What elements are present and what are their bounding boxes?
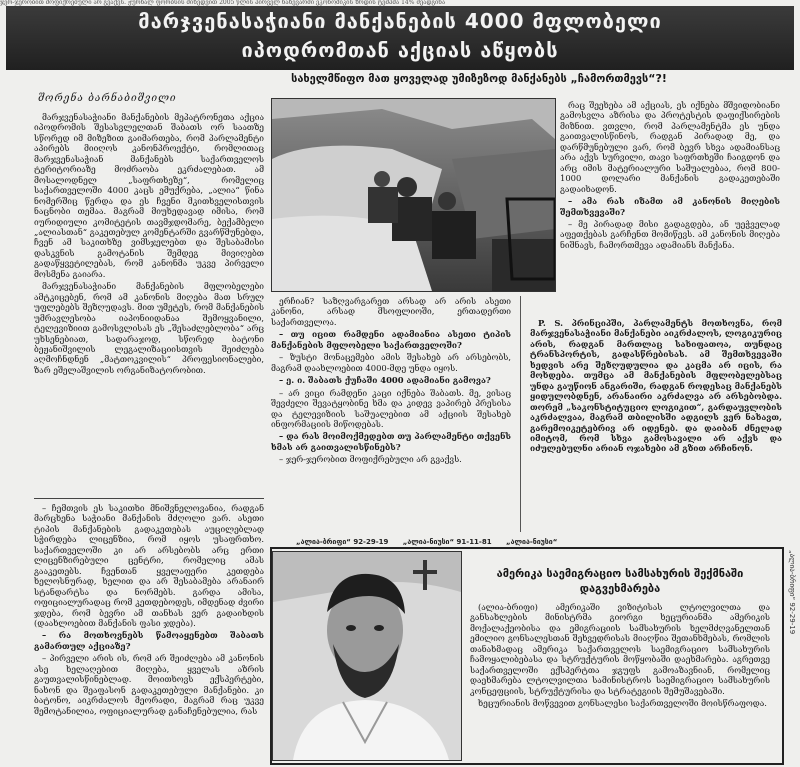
- paragraph: – ამა რას იზამთ ამ კანონის მიღების შემთხვევაში?: [560, 196, 780, 217]
- paragraph: ერჩიან? საზღვარგარეთ არსად არ არის ასეთი კანონი, არსად მსოფლიოში, ერთადერთი საქართველოა.: [271, 296, 511, 327]
- paragraph: – ე. ი. შაბათს ქუჩაში 4000 ადამიანი გამოვა?: [279, 375, 491, 386]
- dateline-item: „ალია-ბრიფი“ 92-29-19: [296, 538, 389, 546]
- paragraph: – მე პირადად მისი გადაგდება, ან უეჭველად აფეთქებას გარჩენთ მომიწევს. ამ კანონის მიღება ნიშნავს, ჩამორთმევა ადამიანს მანქანა.: [560, 218, 780, 250]
- side-dateline: „ალია-ბრიფი“ 92-29-19: [788, 550, 796, 635]
- article-2-title: ამერიკა საემიგრაციო სამსახურის შექმნაში დაგვეხმარება: [496, 567, 744, 595]
- column-divider: [520, 296, 521, 532]
- article-column-2: [271, 296, 511, 532]
- paragraph: – ზუსტი მონაცემები ამის შესახებ არ არსებობს, მაგრამ დაახლოებით 4000-მდე უნდა იყოს.: [271, 352, 511, 373]
- ps-paragraph: [530, 318, 782, 532]
- paragraph: – ჩემთვის ეს საკითხი მნიშვნელოვანია, რადგან მარცხენა საჭიანი მანქანის მძღოლი ვარ. ასეთი ტიპის მანქანების გადაკეთებას აუცილებლად სჭირდება ლიცენზია, რომ იყოს უსაფრთხო. საქართველოში კი არ არსებობს არც ერთი ლიცენზირებული ცენტრი, რომელიც ამას გააკეთებს. ჩვენთან ყველაფერი კეთდება ხელოსნურად, ხელით და არ შესაბამება არანაირ სტანდარტსა და ნორმებს. გარდა ამისა, ოფიციალურადაც რომ კეთდებოდეს, იმდენად ძვირი ჯდება, რომ ბევრი ამ თანხას ვერ გადაიხდის (დაახლოებით მანქანის ფასი ჯდება).: [34, 503, 264, 628]
- paragraph: მარჯვენასაჭიანი მანქანების მფლობელები ამტკიცებენ, რომ ამ კანონის მიღება მათ სრულ უფლებებს შეზღუდავს. მით უმეტეს, რომ მანქანების უმრავლესობა იაპონიიდანაა შემოყვანილი, ტელევიზიით გამოსვლისას ეს „შესაძლებლობა“ არც უხსენებიათ, სადარაჯოდ, სწორედ ბატონი ბეჟანიშვილის ლეგალიზაციისთვის შეიძლება აღმოჩნდნენ „მატთოკვილის“ პროფესიონალები, ზარ ეშელაშვილის ორგანიზატორობით.: [34, 281, 264, 375]
- dateline-strip: [290, 537, 770, 547]
- article-column-1-interview: [34, 503, 264, 765]
- article-column-1: [34, 112, 264, 495]
- paragraph: ხეცურიანის მოწვევით გონსალესი საქართველოში მოისწრაფოდა.: [478, 698, 767, 709]
- protest-cars-photo: [271, 98, 556, 292]
- portrait-image-icon: [273, 552, 461, 760]
- article-column-3: [560, 100, 780, 308]
- portrait-photo: [272, 551, 462, 761]
- subheadline: სახელმწიფო მათ ყოველად უმიზეზოდ მანქანებს „ჩამორთმევს“?!: [291, 72, 667, 85]
- paragraph: – ჯერ-ჯერობით მოფიქრებული არ გვაქვს.: [279, 454, 462, 465]
- top-strip-text: ჯერ-ჯერობით მოფიქრებული არ გვაქვს. ჟურნალ ფორბსის მიხედვით 2005 წლის პირველ ნახევარში ეკონომიკის ზრდის ტემპმა 14% შეადგინა: [0, 0, 446, 6]
- paragraph: რაც შეეხება ამ აქციას, ეს იქნება მშვიდობიანი გამოსვლა აზრისა და პროტესტის დაფიქსირების მიზნით. ვთვლი, რომ პარლამენტმა ეს უნდა გაითვალისწინოს, რადგან პირადად მე, და დარწმუნებული ვარ, რომ ბევრ სხვა ადამიანსაც არა აქვს სურვილი, თავი საფრთხეში ჩაიგდონ და არც იმის მატერიალური საშუალებაა, რომ 800-1000 დოლარი მანქანის გადაკეთებაში გადაიხადონ.: [560, 100, 780, 194]
- paragraph: მარჯვენასაჭიანი მანქანების მეპატრონეთა აქცია იპოდრომის შესასვლელთან შაბათს ორ საათზე სწორედ იმ მიზეზით გაიმართება, რომ პარლამენტი აპირებს მიიღოს კანონპროექტი, რომლითაც მარჯვენასაჭიან მანქანებს საქართველოს ტერიტორიაზე მოძრაობა ეკრძალებათ. ამ მოსალოდნელ „საფრთხეზე“, რომელიც საქართველოში 4000 კაცს ემუქრება, „ალია“ წინა ნომერშიც წერდა და ეს ჩვენი მკითხველისთვის ნაცნობი თემაა. მაგრამ მიუხედავად იმისა, რომ იურიდიული კომიტეტის თავმჯდომარე, ბექამბელი „ალიასთან“ გაკეთებულ კომენტარში გვარწმუნებდა, ჩვენ ამ საკითხზე ვიმსჯელებთ და შესაბამისი დასკვნის გამოტანის შემდეგ მივიღებთ გადაწყვეტილებას, რომ კანონმა უკვე პირველი მოსმენა გაიარა.: [34, 112, 264, 279]
- paragraph: (ალია-ბრიფი) ამერიკაში ვიზიტისას ლტოლვილთა და განსახლების მინისტრმა გიორგი ხეცურიანმა ამერიკის მოქალაქეობისა და ემიგრაციის სამსახურის ხელმძღვანელთან ემილიო გონსალესთან შეხვედრისას მიაღწია შეთანხმებას, რომლის თანახმადაც ამერიკა საქართველოს საემიგრაციო სამსახურის ჩამოყალიბებასა და სტრუქტურის მოწყობაში დაეხმარება. აგრეთვე საქართველოში ექსპერტთა ჯგუფს გამოაზავნიან, რომელიც დაეხმარება ლტოლვილთა სამინისტროს საემიგრაციო სამსახურის კონცეფციის, სტრუქტურისა და სტრატეგიის შემუშავებაში.: [470, 602, 770, 696]
- column-divider: [34, 498, 264, 499]
- cars-image-icon: [272, 99, 555, 291]
- headline-line-1: მარჯვენასაჭიანი მანქანების 4000 მფლობელი: [138, 9, 662, 33]
- headline-banner: [6, 6, 794, 70]
- dateline-item: „ალია-ნიუსი“ 91-11-81: [402, 538, 492, 546]
- byline: შორენა ბარნაბიშვილი: [38, 93, 177, 104]
- dateline-item: „ალია-ნიუსი“: [506, 538, 558, 546]
- paragraph: – და რას მოიმოქმედებთ თუ პარლამენტი თქვენს ხმას არ გაითვალისწინებს?: [271, 431, 511, 452]
- paragraph: – არ ვიცი რამდენი კაცი იქნება შაბათს. მე, ვისაც შევძელი შევატყობინე ხმა და კიდევ ვაპირებ პრესისა და ტელევიზიის საშუალებით ამ აქციის შესახებ ინფორმაციის მიწოდებას.: [271, 387, 511, 429]
- paragraph: – პირველი არის ის, რომ არ შეიძლება ამ კანონის ასე ხელაღებით მიღება, ყველას აზრის გაუთვალისწინებლად. მოითხოვს ექსპერტები, ნახონ და შეაფასონ გადაკეთებული მანქანები. კი ბატონო, აიკრძალოს მეორადი, მაგრამ რაც უკვე შემოტანილია, ოფიციალურად განაჩენებულია, რას: [34, 653, 264, 716]
- headline-line-2: იპოდრომთან აქციას აწყობს: [241, 38, 559, 62]
- paragraph: – თუ იცით რამდენი ადამიანია ასეთი ტიპის მანქანების მფლობელი საქართველოში?: [271, 329, 511, 350]
- paragraph: – რა მოთხოვნებს წამოაყენებთ შაბათს გამართულ აქციაზე?: [34, 630, 264, 651]
- ps-text: P. S. პრინციპში, პარლამენტს მოთხოვნა, რომ მარჯვენასაჭიანი მანქანები აიკრძალოს, ლოგიკურიც არის, რადგან მართლაც სახიფათოა, თუნდაც ტრანსპორტის, გადასწრებისას. ამ შემთხვევაში ხედვის არე შეზღუდულია და კაცმა არ იცის, რა მოხდება. თუმცა ამ მანქანების მფლობელებსაც უნდა გაუწიონ ანგარიში, რადგან როდესაც მანქანებს ყიდულობდნენ, არანაირი აკრძალვა არ არსებობდა. თორემ „საკონსტიტუციო ლოგიკით“, გარდაუვლობის აკრძალვაა, მაგრამ თბილისში ადგილს ვერ ნახავთ, გარემოიკეტებრივ არ იდენებ. და დაიბან ძნელად იმიტომ, რომ სხვა გამოსავალი არ აქვს და იძულებულნი არიან ოჯახები ამ გზით არჩინონ.: [530, 318, 782, 454]
- article-2-body: [470, 602, 770, 757]
